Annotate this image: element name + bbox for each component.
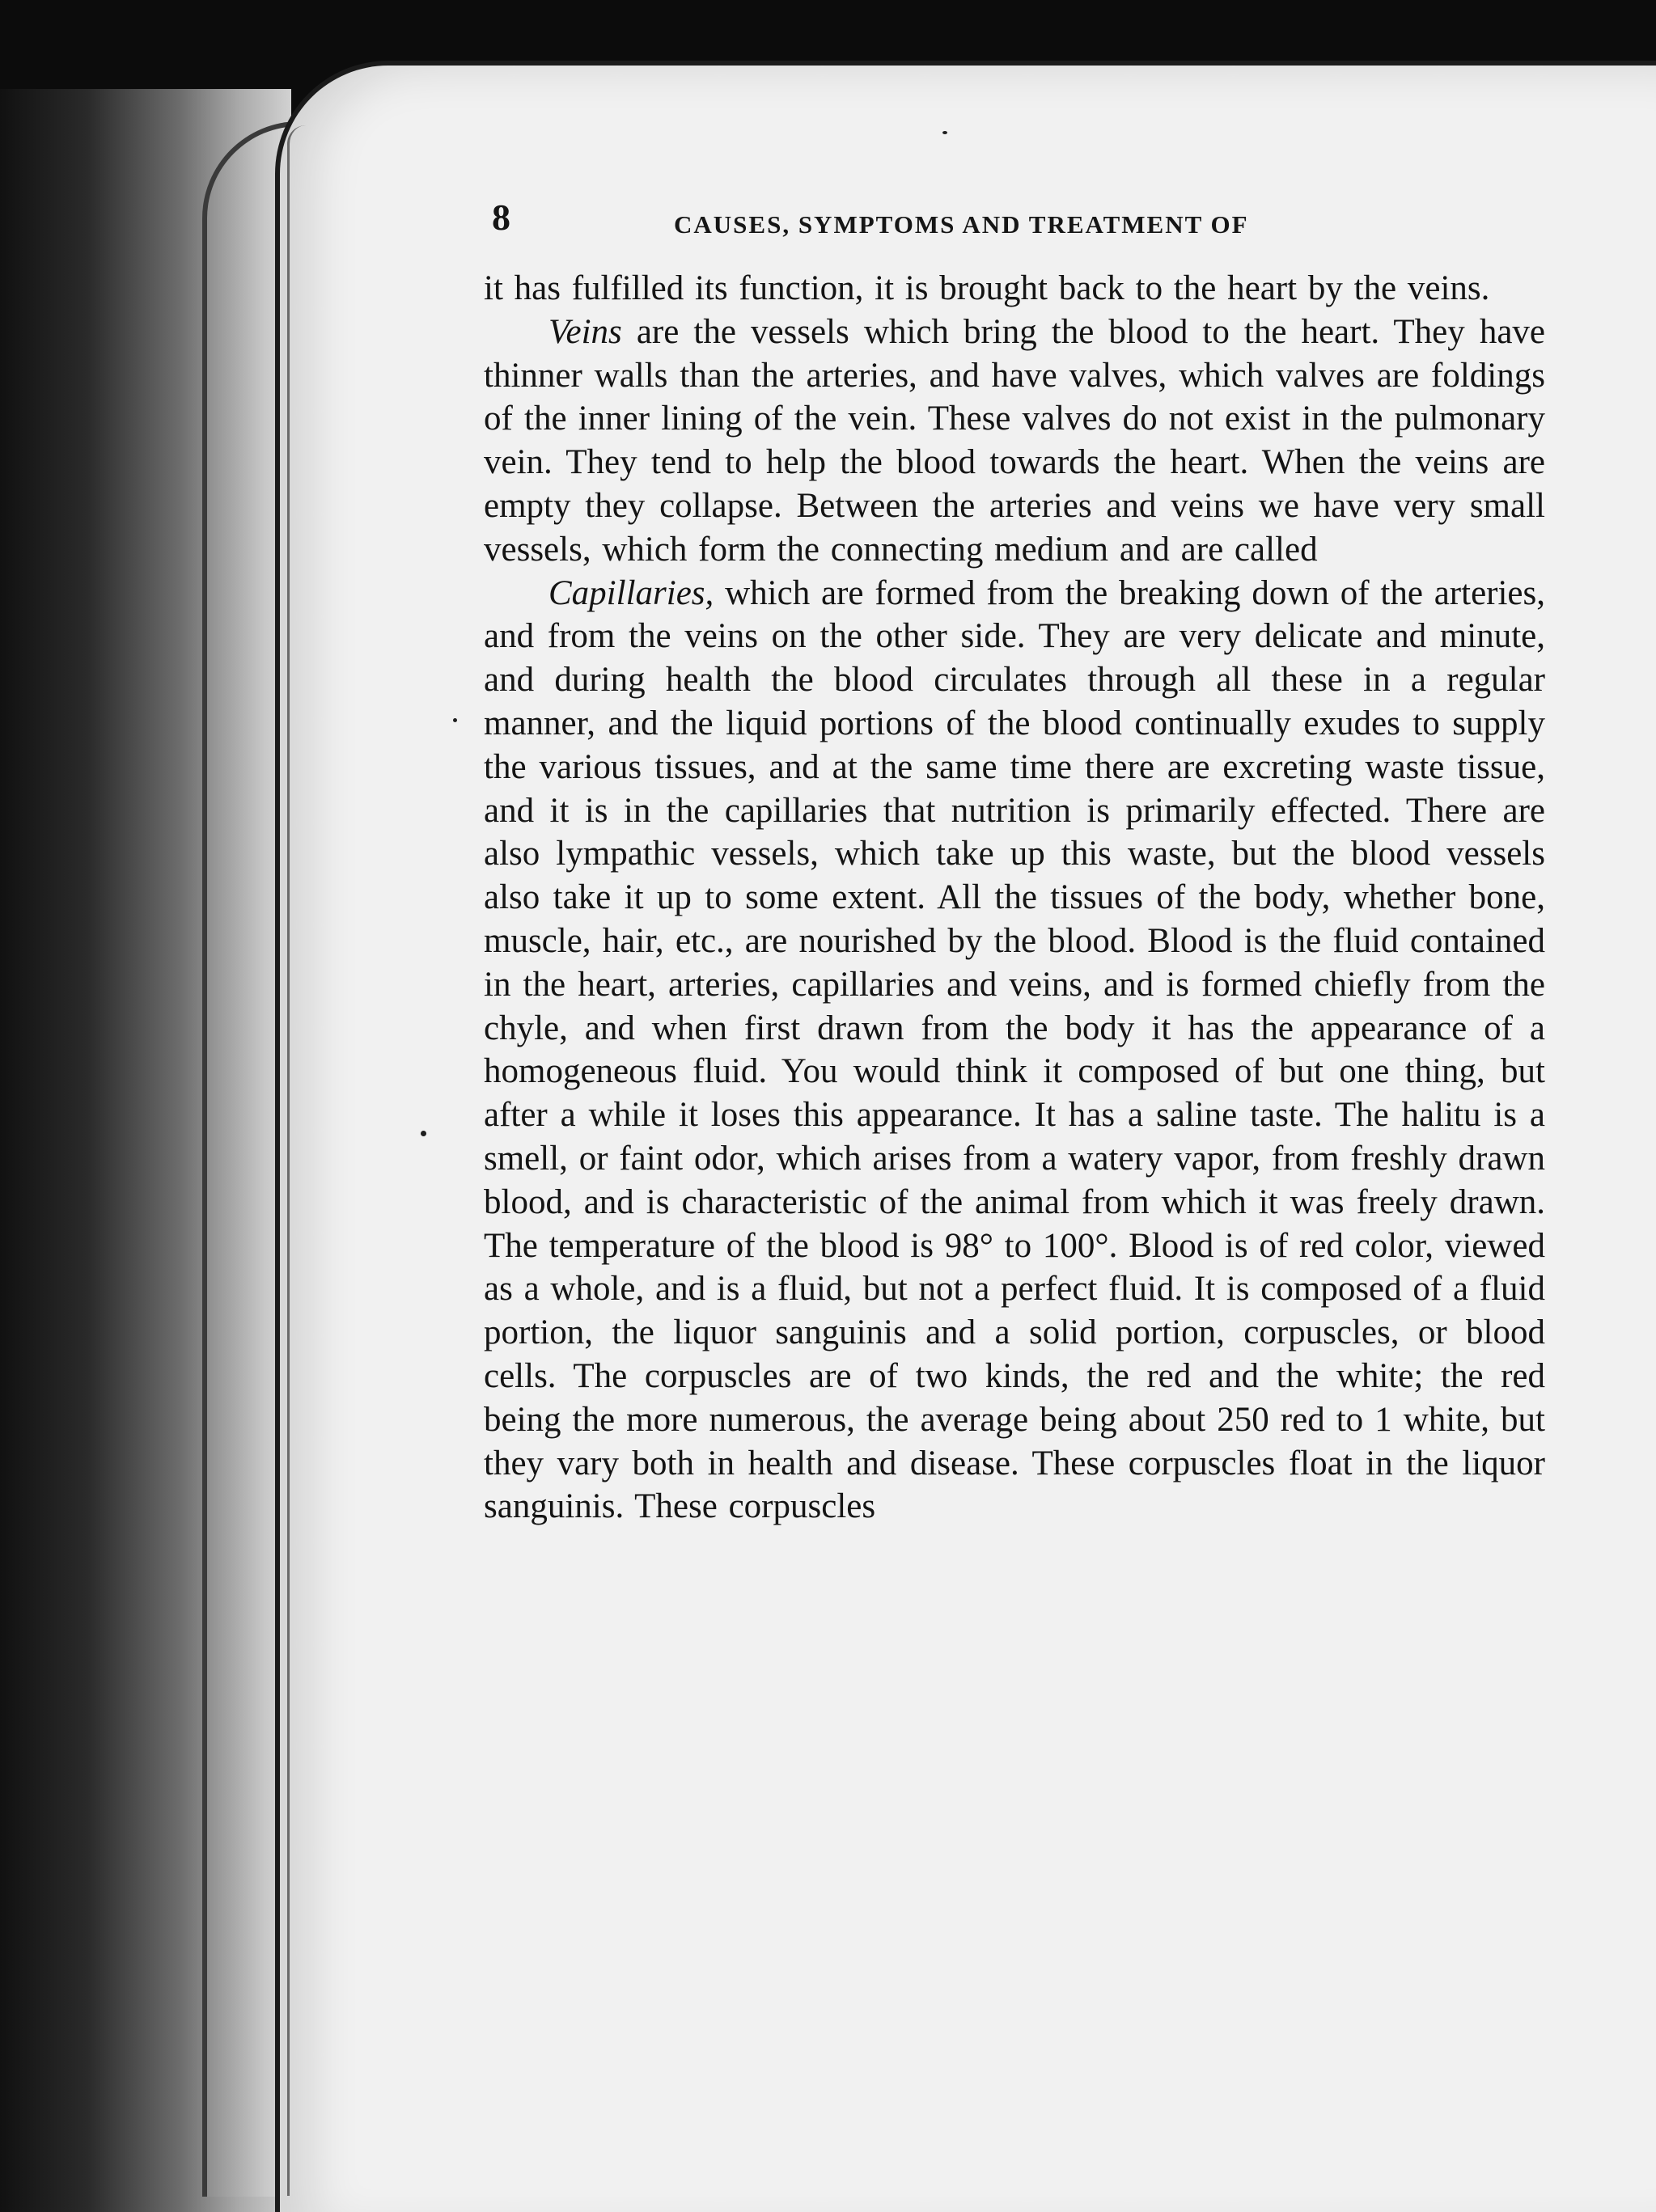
paragraph-lead-term: Veins — [548, 312, 622, 351]
scan-speck — [453, 718, 457, 722]
paragraph-lead-term: Capillaries, — [548, 573, 714, 612]
page-header — [492, 197, 1552, 249]
paragraph — [484, 267, 1545, 311]
paragraph — [484, 311, 1545, 572]
paragraph-text: are the vessels which bring the blood to the heart. They have thinner walls than the arteries, and have valves, which valves are foldings of the inner lining of the vein. These valves do not exist in the pulmonary vein. They tend to help the blood towards the heart. When the veins are empty they collapse. Between the arteries and veins we have very small vessels, which form the connecting medium and are called — [484, 312, 1545, 569]
scan-speck — [942, 131, 947, 134]
paragraph — [484, 572, 1545, 1529]
page-edge-shadow — [287, 125, 306, 2196]
paragraph-text: which are formed from the breaking down of the arteries, and from the veins on the other side. They are very delicate and minute, and during health the blood circulates through all these in a regular manner, and the liquid portions of the blood continually exudes to supply the various tissues, and at the same time there are excreting waste tissue, and it is in the capillaries that nutrition is primarily effected. There are also lympathic vessels, which take up this waste, but the blood vessels also take it up to some extent. All the tissues of the body, whether bone, muscle, hair, etc., are nourished by the blood. Blood is the fluid contained in the heart, arteries, capillaries and veins, and is formed chiefly from the chyle, and when first drawn from the body it has the appearance of a homogeneous fluid. You would think it composed of but one thing, but after a while it loses this appearance. It has a saline taste. The halitu is a smell, or faint odor, which arises from a watery vapor, from freshly drawn blood, and is characteristic of the animal from which it was freely drawn. The temperature of the blood is 98° to 100°. Blood is of red color, viewed as a whole, and is a fluid, but not a perfect fluid. It is composed of a fluid portion, the liquor sanguinis and a solid portion, corpuscles, or blood cells. The corpuscles are of two kinds, the red and the white; the red being the more numerous, the average being about 250 red to 1 white, but they vary both in health and disease. These corpuscles float in the liquor sanguinis. These corpuscles — [484, 573, 1546, 1526]
running-head: CAUSES, SYMPTOMS AND TREATMENT OF — [674, 210, 1249, 239]
body-text — [484, 267, 1545, 1529]
page-number: 8 — [492, 197, 510, 238]
scan-speck — [421, 1131, 426, 1136]
paragraph-text: it has fulfilled its function, it is brought back to the heart by the veins. — [484, 269, 1490, 307]
